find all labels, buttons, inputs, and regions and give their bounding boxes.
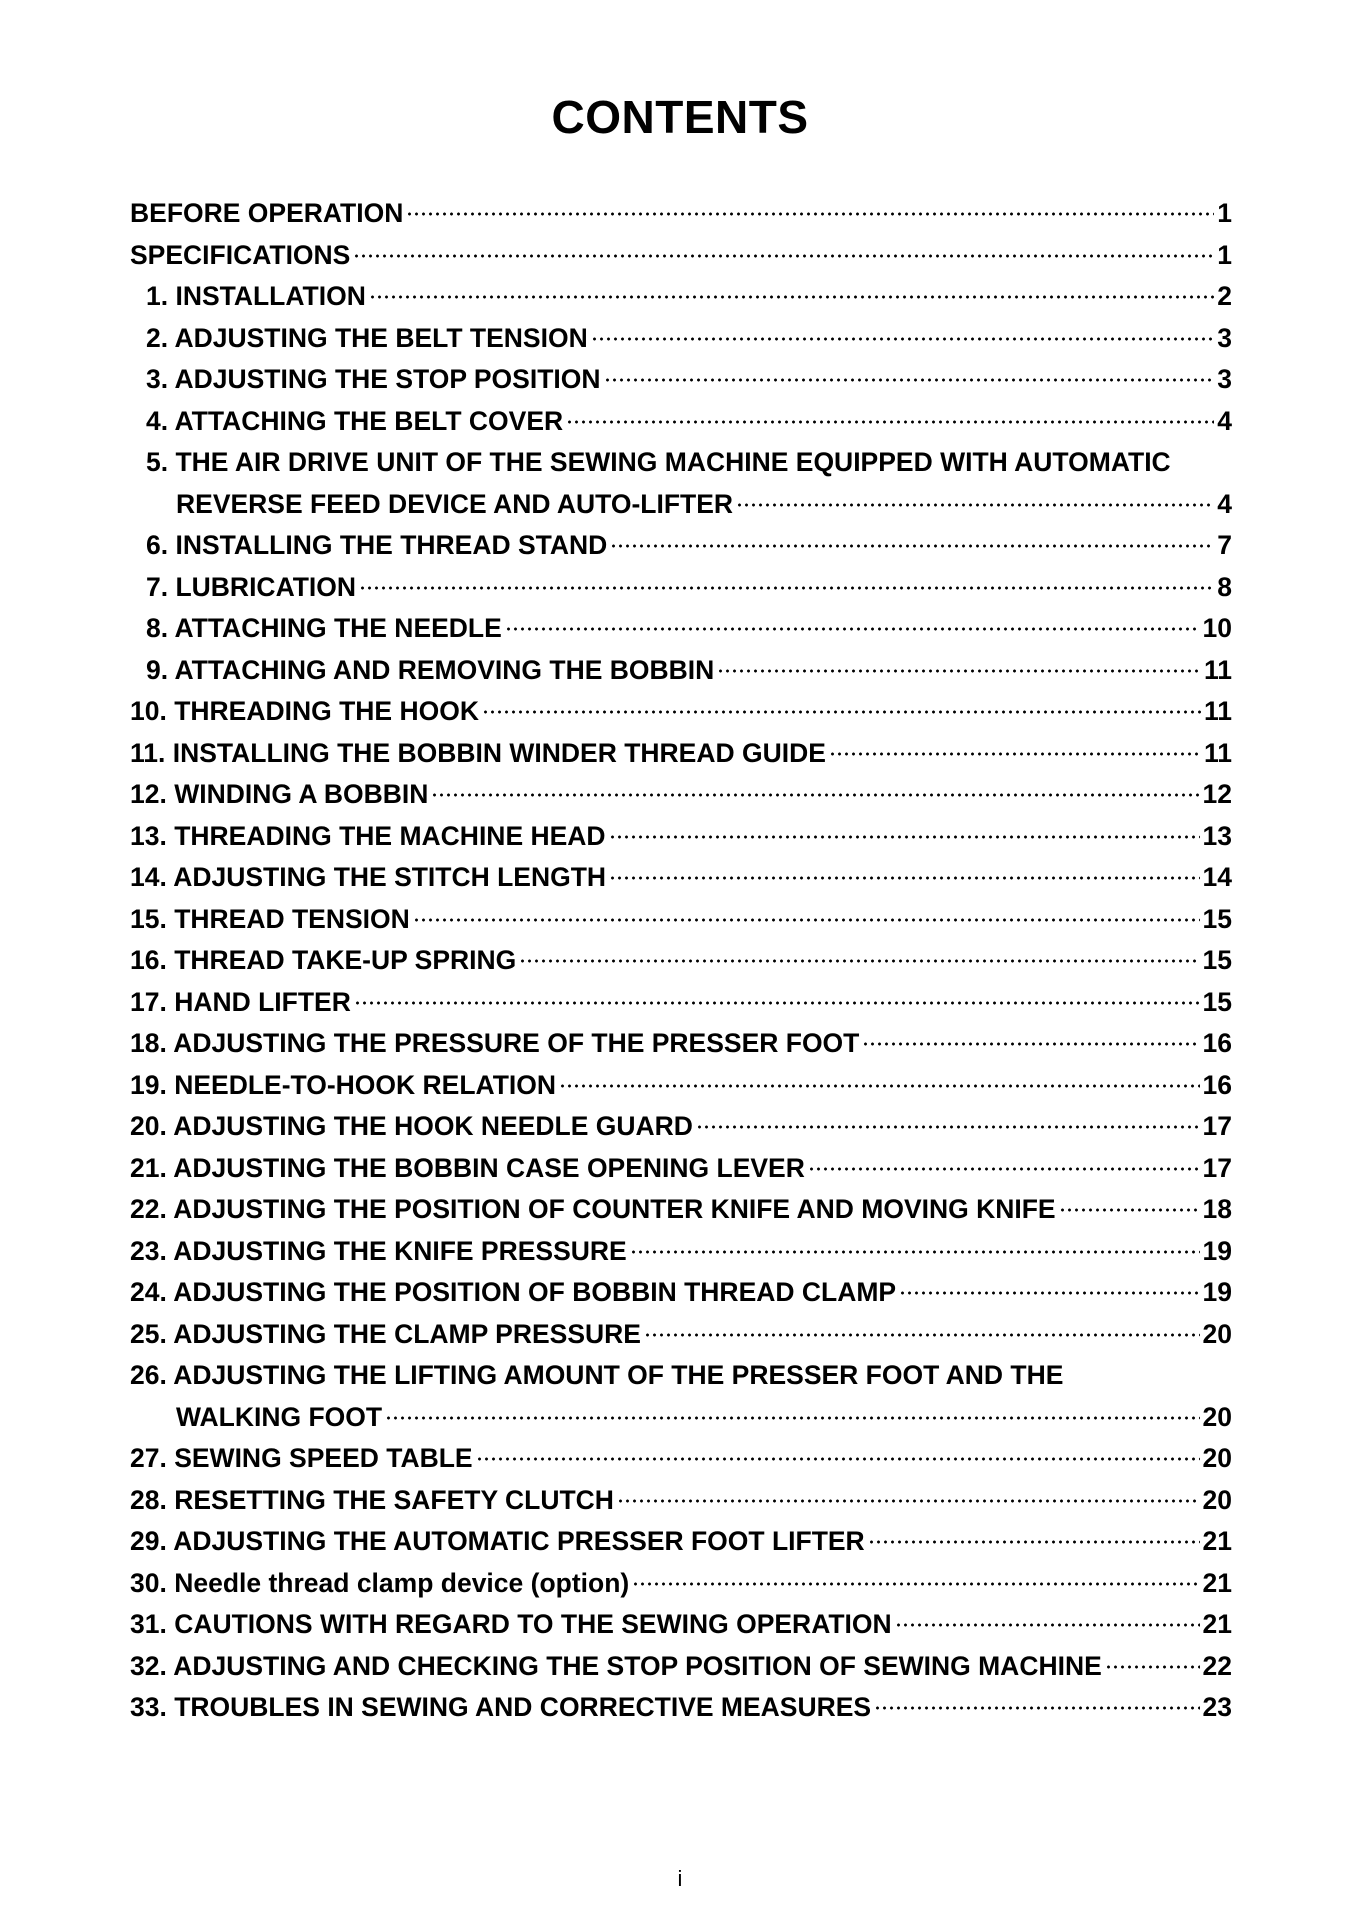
toc-entry-label: 28. RESETTING THE SAFETY CLUTCH xyxy=(130,1484,614,1515)
toc-entry[interactable] xyxy=(130,1272,1232,1314)
toc-entry-label: 18. ADJUSTING THE PRESSURE OF THE PRESSER FOOT xyxy=(130,1028,860,1058)
toc-entry-page: 21 xyxy=(1202,1526,1232,1556)
dot-leader xyxy=(559,1084,1200,1088)
toc-entry-page: 15 xyxy=(1202,986,1232,1017)
toc-entry[interactable] xyxy=(130,401,1232,443)
toc-entry-page: 13 xyxy=(1202,820,1232,851)
toc-entry[interactable] xyxy=(130,1314,1232,1356)
toc-entry-label: 10. THREADING THE HOOK xyxy=(130,696,479,726)
dot-leader xyxy=(829,752,1201,756)
toc-entry-page: 15 xyxy=(1202,945,1232,975)
dot-leader xyxy=(717,669,1201,673)
toc-entry-page: 15 xyxy=(1202,903,1232,934)
toc-entry-label: 2. ADJUSTING THE BELT TENSION xyxy=(146,322,588,353)
toc-entry-label: 1. INSTALLATION xyxy=(146,281,366,311)
dot-leader xyxy=(632,1582,1199,1586)
dot-leader xyxy=(1105,1665,1200,1669)
toc-entry[interactable] xyxy=(130,442,1232,484)
dot-leader xyxy=(736,503,1214,507)
dot-leader xyxy=(610,544,1214,548)
dot-leader xyxy=(359,586,1214,590)
toc-entry-page: 20 xyxy=(1202,1484,1232,1515)
dot-leader xyxy=(609,876,1199,880)
toc-entry-page: 1 xyxy=(1217,239,1232,270)
dot-leader xyxy=(868,1540,1200,1544)
dot-leader xyxy=(476,1457,1200,1461)
toc-entry-label: 21. ADJUSTING THE BOBBIN CASE OPENING LEVER xyxy=(130,1152,805,1183)
dot-leader xyxy=(808,1167,1200,1171)
dot-leader xyxy=(604,378,1215,382)
toc-entry[interactable] xyxy=(130,318,1232,360)
dot-leader xyxy=(406,212,1214,216)
toc-entry-page: 17 xyxy=(1202,1111,1232,1141)
toc-entry-label: SPECIFICATIONS xyxy=(130,239,351,270)
dot-leader xyxy=(354,1001,1200,1005)
toc-entry-page: 16 xyxy=(1202,1028,1232,1058)
dot-leader xyxy=(895,1623,1200,1627)
toc-entry-label: 11. INSTALLING THE BOBBIN WINDER THREAD GUIDE xyxy=(130,737,826,768)
toc-entry-label: 4. ATTACHING THE BELT COVER xyxy=(146,405,564,436)
toc-entry-label: 3. ADJUSTING THE STOP POSITION xyxy=(146,364,601,394)
toc-entry-label: 25. ADJUSTING THE CLAMP PRESSURE xyxy=(130,1318,641,1349)
toc-entry[interactable] xyxy=(130,691,1232,733)
dot-leader xyxy=(505,627,1200,631)
toc-entry-page: 19 xyxy=(1202,1277,1232,1307)
dot-leader xyxy=(874,1706,1199,1710)
toc-entry[interactable] xyxy=(130,982,1232,1024)
dot-leader xyxy=(696,1125,1200,1129)
toc-entry-label: 29. ADJUSTING THE AUTOMATIC PRESSER FOOT LIFTER xyxy=(130,1526,865,1556)
toc-entry-label: 16. THREAD TAKE-UP SPRING xyxy=(130,945,517,975)
toc-entry-page: 11 xyxy=(1203,737,1232,768)
toc-entry[interactable] xyxy=(130,940,1232,982)
toc-entry-label: 27. SEWING SPEED TABLE xyxy=(130,1443,473,1473)
toc-entry-page: 2 xyxy=(1217,281,1232,311)
toc-entry[interactable] xyxy=(130,1189,1232,1231)
toc-entry-label: 6. INSTALLING THE THREAD STAND xyxy=(146,530,608,560)
toc-entry-label: 7. LUBRICATION xyxy=(146,571,357,602)
toc-entry-label: 9. ATTACHING AND REMOVING THE BOBBIN xyxy=(146,654,715,685)
dot-leader xyxy=(566,420,1214,424)
toc-entry[interactable] xyxy=(130,1563,1232,1605)
toc-entry-page: 19 xyxy=(1202,1235,1232,1266)
toc-entry[interactable] xyxy=(130,1065,1232,1107)
toc-entry[interactable] xyxy=(130,525,1232,567)
toc-entry-page: 3 xyxy=(1217,322,1232,353)
toc-entry-label: 22. ADJUSTING THE POSITION OF COUNTER KNIFE AND MOVING KNIFE xyxy=(130,1194,1056,1224)
toc-entry-page: 20 xyxy=(1202,1318,1232,1349)
toc-entry[interactable] xyxy=(130,1355,1232,1397)
toc-entry-page: 18 xyxy=(1202,1194,1232,1224)
toc-entry-page: 4 xyxy=(1217,488,1232,519)
toc-entry-label: 15. THREAD TENSION xyxy=(130,903,410,934)
toc-entry-page: 4 xyxy=(1217,405,1232,436)
toc-entry-label: 17. HAND LIFTER xyxy=(130,986,351,1017)
toc-entry[interactable] xyxy=(130,1148,1232,1190)
toc-entry[interactable] xyxy=(130,650,1232,692)
toc-entry[interactable] xyxy=(130,608,1232,650)
toc-entry[interactable] xyxy=(130,235,1232,277)
table-of-contents xyxy=(130,193,1232,1729)
dot-leader xyxy=(1059,1208,1200,1212)
toc-entry-page: 14 xyxy=(1202,862,1232,892)
page-number: i xyxy=(677,1866,683,1891)
toc-entry-page: 11 xyxy=(1203,654,1232,685)
toc-entry-label: BEFORE OPERATION xyxy=(130,198,404,228)
toc-entry-page: 7 xyxy=(1217,530,1232,560)
toc-entry[interactable] xyxy=(130,1438,1232,1480)
toc-entry[interactable] xyxy=(130,733,1232,775)
toc-entry-label: 30. Needle thread clamp device (option) xyxy=(130,1567,630,1598)
toc-entry[interactable] xyxy=(130,1480,1232,1522)
toc-entry-page: 12 xyxy=(1202,779,1232,809)
toc-entry[interactable] xyxy=(130,567,1232,609)
dot-leader xyxy=(644,1333,1200,1337)
toc-entry[interactable] xyxy=(130,774,1232,816)
toc-entry-label: 8. ATTACHING THE NEEDLE xyxy=(146,613,502,643)
toc-entry-label: 14. ADJUSTING THE STITCH LENGTH xyxy=(130,862,607,892)
toc-entry-page: 20 xyxy=(1202,1443,1232,1473)
toc-entry[interactable] xyxy=(130,484,1232,526)
toc-entry-label: 26. ADJUSTING THE LIFTING AMOUNT OF THE PRESSER FOOT AND THE xyxy=(130,1360,1064,1390)
toc-entry-page: 23 xyxy=(1202,1692,1232,1722)
toc-entry-page: 11 xyxy=(1203,696,1232,726)
dot-leader xyxy=(431,793,1199,797)
toc-entry-page: 22 xyxy=(1202,1650,1232,1681)
toc-entry[interactable] xyxy=(130,857,1232,899)
toc-entry[interactable] xyxy=(130,1604,1232,1646)
toc-entry[interactable] xyxy=(130,1106,1232,1148)
toc-entry-label: 20. ADJUSTING THE HOOK NEEDLE GUARD xyxy=(130,1111,693,1141)
dot-leader xyxy=(591,337,1215,341)
page-title: CONTENTS xyxy=(551,91,809,143)
dot-leader xyxy=(482,710,1201,714)
toc-entry[interactable] xyxy=(130,1023,1232,1065)
toc-entry[interactable] xyxy=(130,193,1232,235)
dot-leader xyxy=(630,1250,1200,1254)
toc-entry-page: 17 xyxy=(1202,1152,1232,1183)
toc-entry[interactable] xyxy=(130,1231,1232,1273)
toc-entry-label: 24. ADJUSTING THE POSITION OF BOBBIN THREAD CLAMP xyxy=(130,1277,897,1307)
toc-entry-label: 12. WINDING A BOBBIN xyxy=(130,779,429,809)
toc-entry-label: 32. ADJUSTING AND CHECKING THE STOP POSITION OF SEWING MACHINE xyxy=(130,1650,1102,1681)
toc-entry[interactable] xyxy=(130,816,1232,858)
toc-entry[interactable] xyxy=(130,1397,1232,1439)
toc-entry[interactable] xyxy=(130,1521,1232,1563)
toc-entry-label: WALKING FOOT xyxy=(176,1401,383,1432)
toc-entry[interactable] xyxy=(130,1687,1232,1729)
dot-leader xyxy=(899,1291,1199,1295)
toc-entry-page: 21 xyxy=(1202,1567,1232,1598)
dot-leader xyxy=(519,959,1199,963)
toc-entry-page: 3 xyxy=(1217,364,1232,394)
toc-entry-page: 10 xyxy=(1202,613,1232,643)
toc-entry-label: 23. ADJUSTING THE KNIFE PRESSURE xyxy=(130,1235,627,1266)
toc-entry-label: 31. CAUTIONS WITH REGARD TO THE SEWING OPERATION xyxy=(130,1609,892,1639)
toc-entry[interactable] xyxy=(130,276,1232,318)
toc-entry-label: 5. THE AIR DRIVE UNIT OF THE SEWING MACHINE EQUIPPED WITH AUTOMATIC xyxy=(146,447,1171,477)
dot-leader xyxy=(617,1499,1200,1503)
toc-entry-page: 8 xyxy=(1217,571,1232,602)
toc-entry-label: 33. TROUBLES IN SEWING AND CORRECTIVE MEASURES xyxy=(130,1692,872,1722)
toc-entry[interactable] xyxy=(130,359,1232,401)
toc-entry-page: 20 xyxy=(1202,1401,1232,1432)
toc-entry-page: 21 xyxy=(1202,1609,1232,1639)
dot-leader xyxy=(385,1416,1199,1420)
toc-entry-label: 13. THREADING THE MACHINE HEAD xyxy=(130,820,606,851)
dot-leader xyxy=(353,254,1214,258)
toc-entry[interactable] xyxy=(130,899,1232,941)
toc-entry-page: 16 xyxy=(1202,1069,1232,1100)
dot-leader xyxy=(862,1042,1199,1046)
toc-entry-label: 19. NEEDLE-TO-HOOK RELATION xyxy=(130,1069,556,1100)
dot-leader xyxy=(413,918,1200,922)
dot-leader xyxy=(609,835,1200,839)
toc-entry[interactable] xyxy=(130,1646,1232,1688)
toc-entry-label: REVERSE FEED DEVICE AND AUTO-LIFTER xyxy=(176,488,734,519)
dot-leader xyxy=(369,295,1214,299)
toc-entry-page: 1 xyxy=(1217,198,1232,228)
